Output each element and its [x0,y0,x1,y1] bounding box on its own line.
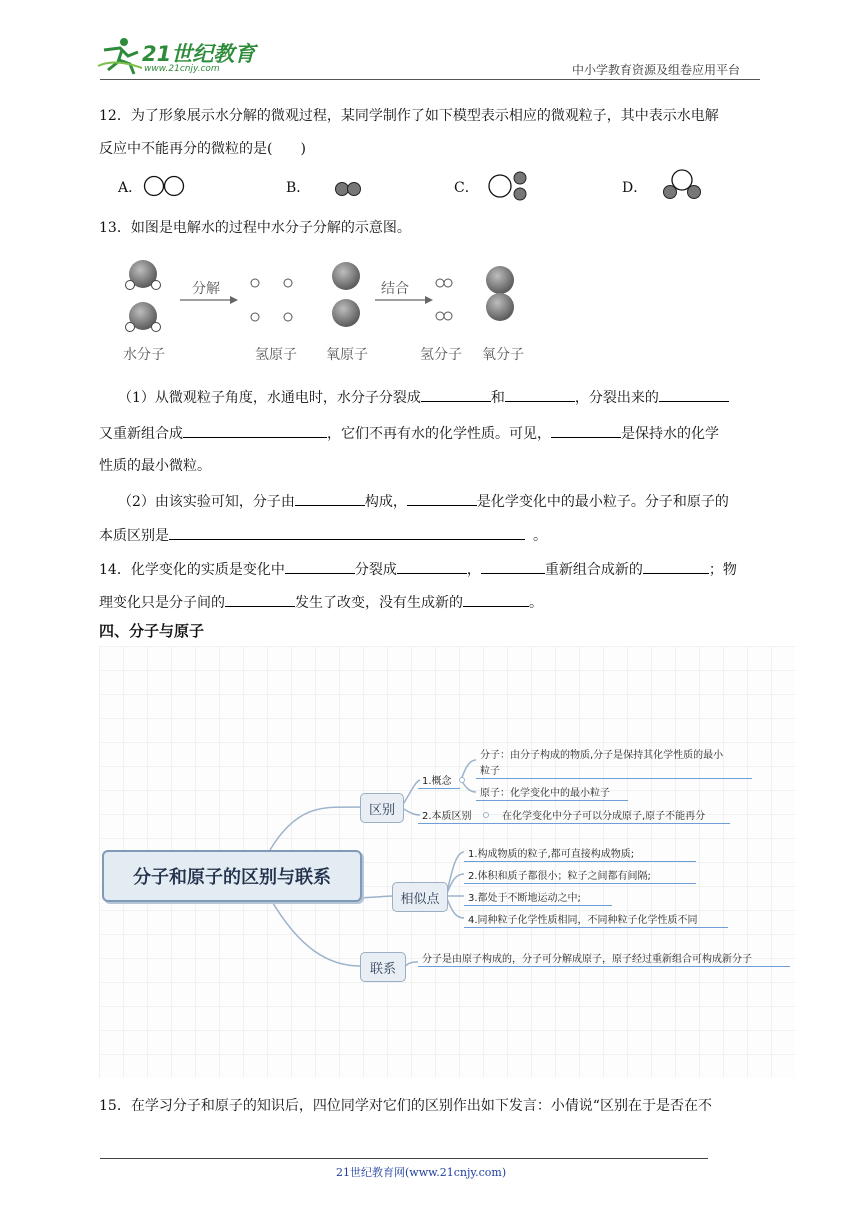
connection-text: 分子是由原子构成的，分子可分解成原子，原子经过重新组合可构成新分子 [422,954,752,965]
q12-line2: 反应中不能再分的微粒的是( ) [99,141,306,157]
similarity-2: 2.体积和质子都很小；粒子之间都有间隔; [468,871,651,882]
underline [418,823,730,824]
underline [476,800,628,801]
figure-label-oxygen-atom: 氧原子 [326,347,368,363]
underline [418,966,790,967]
similarity-3: 3.都处于不断地运动之中; [468,893,581,904]
similarity-4: 4.同种粒子化学性质相同，不同种粒子化学性质不同 [468,915,698,926]
arrow-label-combine: 结合 [381,281,409,297]
platform-name: 中小学教育资源及组卷应用平台 [572,63,741,77]
text: 和 [490,390,505,406]
figure-label-oxygen-molecule: 氧分子 [482,347,524,363]
concept-atom: 原子：化学变化中的最小粒子 [480,788,610,799]
text: ，分裂出来的 [574,390,659,406]
sub-concept: 1.概念 [422,776,452,787]
underline [464,905,612,906]
option-label: C． [454,180,479,196]
branch-difference: 区别 [360,793,404,823]
footer-divider [100,1158,708,1159]
text: （2）由该实验可知，分子由 [118,494,295,510]
underline [464,883,696,884]
text: ，它们不再有水的化学性质。可见， [327,426,551,442]
q15-line1: 15．在学习分子和原子的知识后，四位同学对它们的区别作出如下发言：小倩说“区别在于是否在不 [99,1098,712,1114]
text: 分裂成 [354,562,397,578]
text: 又重新组合成 [99,426,183,442]
arrow-label-decompose: 分解 [192,281,220,297]
text: 理变化只是分子间的 [99,595,225,611]
logo-title: 21世纪教育 [142,42,256,66]
figure-label-water: 水分子 [123,347,165,363]
footer-text: 21世纪教育网(www.21cnjy.com) [336,1166,507,1179]
text: 重新组合成新的 [544,562,643,578]
concept-molecule: 分子：由分子构成的物质,分子是保持其化学性质的最小 [480,750,724,761]
text: （1）从微观粒子角度，水通电时，水分子分裂成 [118,390,421,406]
text: ， [466,562,481,578]
option-label: B． [286,180,311,196]
q12-line1: 12．为了形象展示水分解的微观过程，某同学制作了如下模型表示相应的微观粒子，其中表示水电解 [99,108,719,124]
text: 发生了改变，没有生成新的 [295,595,463,611]
similarity-1: 1.构成物质的粒子,都可直接构成物质; [468,849,635,860]
text: 。 [533,528,547,544]
text: 构成， [364,494,407,510]
figure-label-hydrogen-atom: 氢原子 [255,347,297,363]
text: 是化学变化中的最小粒子。分子和原子的 [476,494,729,510]
q13-part1-line3: 性质的最小微粒。 [99,458,211,474]
mindmap-root: 分子和原子的区别与联系 [102,850,362,902]
text: ；物 [708,562,737,578]
underline [464,927,728,928]
figure-label-hydrogen-molecule: 氢分子 [420,347,462,363]
text: 。 [529,595,543,611]
option-label: D． [622,180,648,196]
text: 14．化学变化的实质是变化中 [99,562,285,578]
logo-url: www.21cnjy.com [144,64,220,74]
text: 本质区别是 [99,528,169,544]
branch-similarity: 相似点 [392,882,448,912]
underline [464,861,696,862]
option-label: A． [118,180,143,196]
underline [476,778,752,779]
sub-essential-difference: 2.本质区别 [422,811,472,822]
concept-molecule-cont: 粒子 [480,766,500,777]
branch-connection: 联系 [360,952,406,982]
text: 是保持水的化学 [621,426,719,442]
underline [418,788,460,789]
essential-difference-text: 在化学变化中分子可以分成原子,原子不能再分 [502,811,706,822]
section-title: 四、分子与原子 [99,622,205,640]
q13-title: 13．如图是电解水的过程中水分子分解的示意图。 [99,220,411,236]
